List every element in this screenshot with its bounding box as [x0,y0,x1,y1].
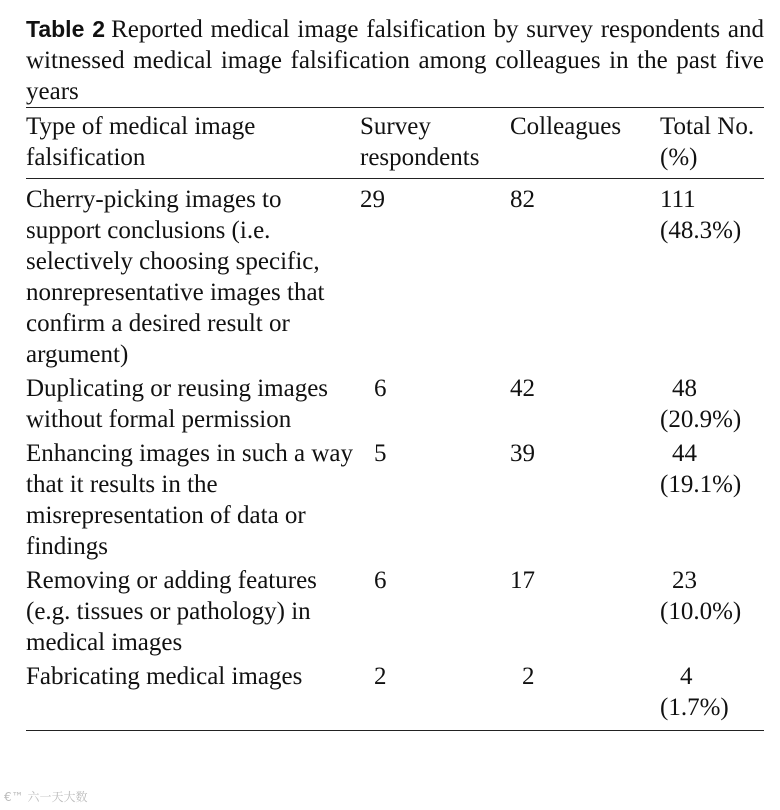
cell-type: Cherry-picking images to support conclusions (i.e. selectively choosing specific, nonrepresentative images that confirm a desired result or argument) [26,186,325,368]
cell-type: Removing or adding features (e.g. tissues or pathology) in medical images [26,567,317,656]
header-row [26,108,764,179]
total-percent: (1.7%) [660,694,729,721]
total-count: 48 [672,375,697,402]
table-label: Table 2 [26,16,106,42]
header-respondents: Survey respondents [360,113,480,171]
total-count: 111 [660,186,696,213]
total-percent: (20.9%) [660,406,742,433]
cell-total [660,373,764,438]
cell-colleagues: 42 [510,375,535,402]
cell-colleagues: 39 [510,440,535,467]
cell-respondents: 6 [374,375,387,402]
cell-type: Duplicating or reusing images without formal permission [26,375,329,433]
table-row [26,373,764,438]
cell-colleagues: 17 [510,567,535,594]
cell-total [660,565,764,661]
bottom-rule [26,730,764,731]
cell-type: Fabricating medical images [26,663,303,690]
cell-colleagues: 2 [522,663,535,690]
table-row [26,179,764,374]
total-count: 23 [672,567,697,594]
table-row [26,565,764,661]
table-row [26,661,764,726]
cell-respondents: 5 [374,440,387,467]
cell-type: Enhancing images in such a way that it results in the misrepresentation of data or findings [26,440,353,560]
cell-respondents: 6 [374,567,387,594]
table-row [26,438,764,565]
cell-total [660,179,764,374]
total-percent: (19.1%) [660,471,742,498]
cell-total [660,438,764,565]
total-count: 44 [672,440,697,467]
caption-text: Reported medical image falsification by survey respondents and witnessed medical image falsification among colleagues in the past five years [26,16,765,105]
header-colleagues: Colleagues [510,113,622,140]
watermark: €™ 六一天大数 [4,790,88,804]
data-table [26,108,764,726]
header-total: Total No. (%) [660,113,755,171]
total-count: 4 [680,663,693,690]
table-caption [26,14,764,107]
total-percent: (10.0%) [660,598,742,625]
table-figure [26,14,764,731]
cell-respondents: 29 [360,186,385,213]
cell-respondents: 2 [374,663,387,690]
cell-total [660,661,764,726]
total-percent: (48.3%) [660,217,742,244]
header-type: Type of medical image falsification [26,113,256,171]
cell-colleagues: 82 [510,186,535,213]
